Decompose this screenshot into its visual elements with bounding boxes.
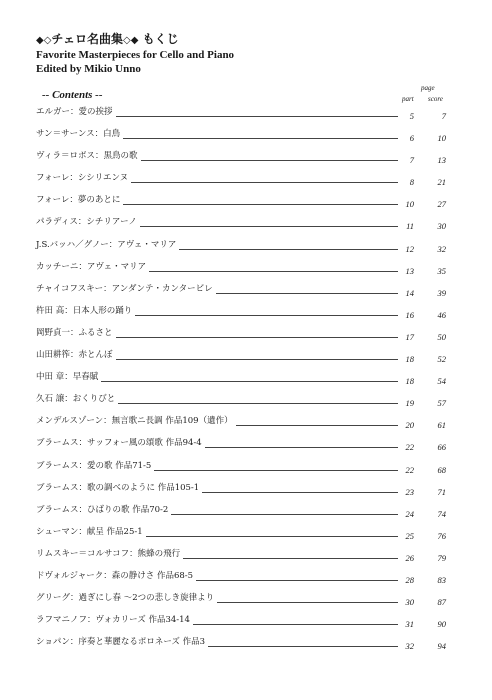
score-page: 57 xyxy=(437,398,446,409)
toc-entry xyxy=(36,592,456,614)
toc-entry xyxy=(36,128,456,150)
score-page: 74 xyxy=(437,508,446,519)
score-page: 79 xyxy=(437,552,446,563)
toc-entry xyxy=(36,482,456,504)
toc-entry xyxy=(36,150,456,172)
piece-title: メンデルスゾーン：無言歌ニ長調 作品109（遺作） xyxy=(36,415,236,428)
toc-entry xyxy=(36,239,456,261)
score-page: 52 xyxy=(437,354,446,365)
score-page: 83 xyxy=(437,574,446,585)
part-page: 6 xyxy=(409,133,414,144)
toc-entry xyxy=(36,261,456,283)
score-page: 21 xyxy=(437,177,446,188)
score-page: 54 xyxy=(437,376,446,387)
toc-entry xyxy=(36,283,456,305)
piece-title: ブラームス：ひばりの歌 作品70-2 xyxy=(36,504,171,517)
score-page: 35 xyxy=(437,265,446,276)
score-page: 27 xyxy=(437,199,446,210)
diamond-icon: ◇◆ xyxy=(123,35,139,46)
contents-label: -- Contents -- xyxy=(42,89,103,101)
contents-header xyxy=(36,84,456,105)
score-page: 87 xyxy=(437,597,446,608)
part-page: 19 xyxy=(405,398,414,409)
score-page: 90 xyxy=(437,619,446,630)
piece-title: パラディス：シチリアーノ xyxy=(36,216,140,229)
part-page: 26 xyxy=(405,552,414,563)
toc-entry xyxy=(36,614,456,636)
part-page: 7 xyxy=(409,155,414,166)
piece-title: ブラームス：愛の歌 作品71-5 xyxy=(36,460,154,473)
piece-title: 杵田 高：日本人形の踊り xyxy=(36,305,135,318)
part-page: 18 xyxy=(405,354,414,365)
toc-entry xyxy=(36,526,456,548)
toc-entry xyxy=(36,194,456,216)
title-suffix: もくじ xyxy=(142,32,179,46)
toc-entry xyxy=(36,349,456,371)
score-page: 61 xyxy=(437,420,446,431)
piece-title: チャイコフスキー：アンダンテ・カンタービレ xyxy=(36,283,216,296)
score-page: 39 xyxy=(437,287,446,298)
score-page: 71 xyxy=(437,486,446,497)
part-page: 28 xyxy=(405,574,414,585)
piece-title: フォーレ：夢のあとに xyxy=(36,194,123,207)
page-column-label: page xyxy=(421,84,435,92)
piece-title: グリーグ：過ぎにし春 ～2つの悲しき旋律より xyxy=(36,592,217,605)
part-page: 32 xyxy=(405,641,414,652)
part-page: 8 xyxy=(409,177,414,188)
score-page: 13 xyxy=(437,155,446,166)
score-page: 7 xyxy=(441,111,446,121)
part-page: 12 xyxy=(405,243,414,254)
toc-entry xyxy=(36,548,456,570)
table-of-contents xyxy=(36,106,456,658)
page-header xyxy=(36,32,456,76)
piece-title: サン＝サーンス：白鳥 xyxy=(36,128,123,141)
piece-title: エルガー：愛の挨拶 xyxy=(36,106,116,119)
piece-title: ドヴォルジャーク：森の静けさ 作品68-5 xyxy=(36,570,196,583)
part-page: 23 xyxy=(405,486,414,497)
english-subtitle: Favorite Masterpieces for Cello and Piano xyxy=(36,49,235,61)
piece-title: シューマン：献呈 作品25-1 xyxy=(36,526,146,539)
piece-title: 久石 譲：おくりびと xyxy=(36,393,118,406)
piece-title: ショパン：序奏と華麗なるポロネーズ 作品3 xyxy=(36,636,208,649)
piece-title: リムスキー＝コルサコフ：熊蜂の飛行 xyxy=(36,548,183,561)
score-page: 50 xyxy=(437,331,446,342)
toc-entry xyxy=(36,216,456,238)
piece-title: フォーレ：シシリエンヌ xyxy=(36,172,131,185)
toc-entry xyxy=(36,570,456,592)
part-page: 18 xyxy=(405,376,414,387)
part-page: 10 xyxy=(405,199,414,210)
score-page: 68 xyxy=(437,464,446,475)
score-page: 94 xyxy=(437,641,446,652)
piece-title: J.S.バッハ／グノー：アヴェ・マリア xyxy=(36,239,179,252)
part-page: 16 xyxy=(405,309,414,320)
toc-entry xyxy=(36,327,456,349)
part-page: 5 xyxy=(409,111,414,121)
part-page: 24 xyxy=(405,508,414,519)
toc-entry xyxy=(36,106,456,128)
score-column-label: score xyxy=(428,95,443,103)
score-page: 76 xyxy=(437,530,446,541)
part-page: 30 xyxy=(405,597,414,608)
toc-entry xyxy=(36,460,456,482)
piece-title: ブラームス：サッフォー風の頌歌 作品94-4 xyxy=(36,437,205,450)
editor-credit: Edited by Mikio Unno xyxy=(36,63,141,75)
title-text: チェロ名曲集 xyxy=(51,32,124,46)
score-page: 46 xyxy=(437,309,446,320)
part-page: 14 xyxy=(405,287,414,298)
part-page: 31 xyxy=(405,619,414,630)
part-page: 11 xyxy=(406,221,414,232)
part-page: 22 xyxy=(405,442,414,453)
toc-entry xyxy=(36,305,456,327)
piece-title: ヴィラ＝ロボス：黒鳥の歌 xyxy=(36,150,141,163)
part-column-label: part xyxy=(402,95,414,103)
part-page: 25 xyxy=(405,530,414,541)
piece-title: 中田 章：早春賦 xyxy=(36,371,101,384)
toc-entry xyxy=(36,172,456,194)
piece-title: 山田耕筰：赤とんぼ xyxy=(36,349,116,362)
diamond-icon: ◆◇ xyxy=(36,35,52,46)
score-page: 32 xyxy=(437,243,446,254)
part-page: 13 xyxy=(405,265,414,276)
piece-title: ブラームス：歌の調べのように 作品105-1 xyxy=(36,482,202,495)
piece-title: 岡野貞一：ふるさと xyxy=(36,327,116,340)
piece-title: カッチーニ：アヴェ・マリア xyxy=(36,261,149,274)
toc-entry xyxy=(36,393,456,415)
score-page: 66 xyxy=(437,442,446,453)
part-page: 20 xyxy=(405,420,414,431)
toc-entry xyxy=(36,437,456,459)
toc-entry xyxy=(36,504,456,526)
toc-entry xyxy=(36,371,456,393)
part-page: 22 xyxy=(405,464,414,475)
piece-title: ラフマニノフ：ヴォカリーズ 作品34-14 xyxy=(36,614,193,627)
page-title xyxy=(36,32,456,48)
toc-entry xyxy=(36,636,456,658)
score-page: 30 xyxy=(437,221,446,232)
part-page: 17 xyxy=(405,331,414,342)
score-page: 10 xyxy=(437,133,446,144)
toc-entry xyxy=(36,415,456,437)
